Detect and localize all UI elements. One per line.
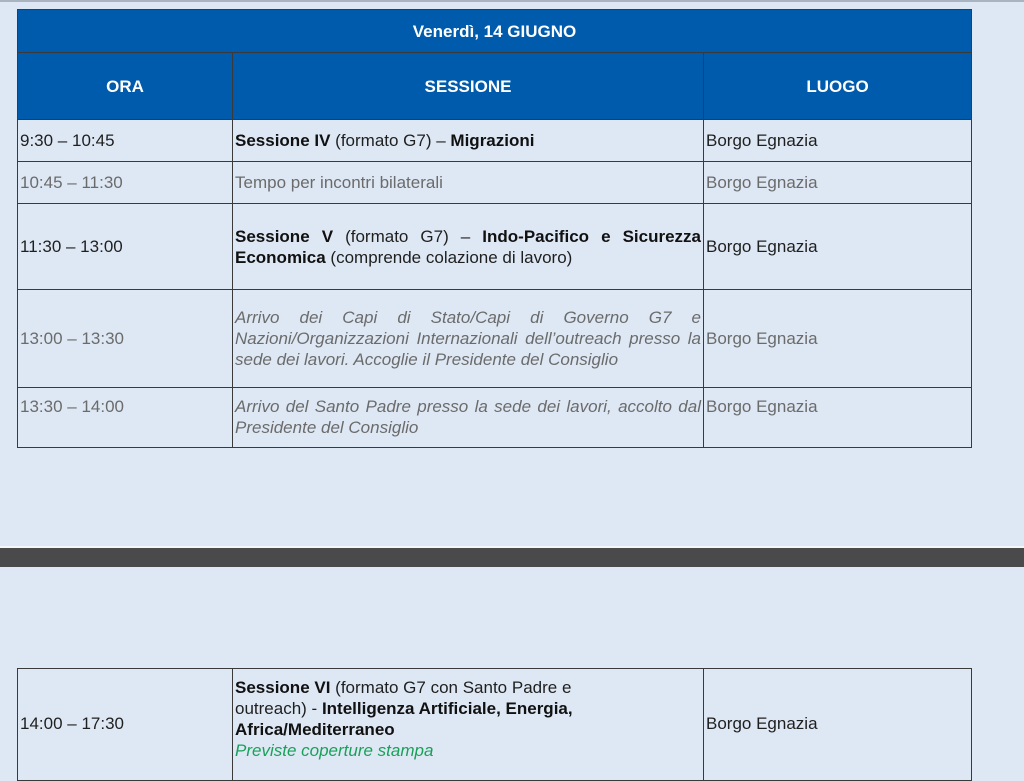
time-cell: 11:30 – 13:00 <box>18 204 233 290</box>
day-header-row <box>18 10 972 53</box>
table-row <box>18 669 972 781</box>
session-cell <box>233 388 704 448</box>
session-cell <box>233 204 704 290</box>
session-title: Sessione V <box>235 226 334 246</box>
session-cell <box>233 669 704 781</box>
session-title: Sessione IV <box>235 131 331 150</box>
session-text: (formato G7 con Santo Padre e outreach) - <box>235 678 572 718</box>
place-cell: Borgo Egnazia <box>704 388 972 448</box>
session-cell <box>233 290 704 388</box>
table-row <box>18 290 972 388</box>
schedule-table <box>17 9 972 448</box>
time-cell: 9:30 – 10:45 <box>18 120 233 162</box>
header-sessione: SESSIONE <box>233 53 704 120</box>
session-text: Arrivo del Santo Padre presso la sede dei lavori, accolto dal Presidente del Consiglio <box>235 397 701 437</box>
place-cell: Borgo Egnazia <box>704 204 972 290</box>
session-topic: Indo-Pacifico e Sicurezza Economica <box>235 226 701 267</box>
session-text: Arrivo dei Capi di Stato/Capi di Governo G7 e Nazioni/Organizzazioni Internazionali dell’outreach presso la sede dei lavori. Accoglie il Presidente del Consiglio <box>235 308 701 369</box>
place-cell: Borgo Egnazia <box>704 669 972 781</box>
session-topic: Intelligenza Artificiale, Energia, Africa/Mediterraneo <box>235 699 573 739</box>
table-row <box>18 388 972 448</box>
press-coverage-note: Previste coperture stampa <box>235 741 434 760</box>
time-cell: 13:30 – 14:00 <box>18 388 233 448</box>
session-text: Tempo per incontri bilaterali <box>235 173 443 192</box>
session-cell <box>233 162 704 204</box>
day-title: Venerdì, 14 GIUGNO <box>18 10 972 53</box>
header-ora: ORA <box>18 53 233 120</box>
header-luogo: LUOGO <box>704 53 972 120</box>
time-cell: 14:00 – 17:30 <box>18 669 233 781</box>
session-text: (formato G7) – <box>330 131 451 150</box>
table-row <box>18 162 972 204</box>
place-cell: Borgo Egnazia <box>704 162 972 204</box>
session-topic: Migrazioni <box>450 131 535 150</box>
session-title: Sessione VI <box>235 678 331 697</box>
place-cell: Borgo Egnazia <box>704 290 972 388</box>
document-page-2 <box>0 567 1024 763</box>
time-cell: 10:45 – 11:30 <box>18 162 233 204</box>
time-cell: 13:00 – 13:30 <box>18 290 233 388</box>
table-row <box>18 120 972 162</box>
column-header-row <box>18 53 972 120</box>
session-cell <box>233 120 704 162</box>
page-break <box>0 546 1024 567</box>
session-text: (formato G7) – <box>333 226 483 246</box>
schedule-table-continued <box>17 668 972 781</box>
table-row <box>18 204 972 290</box>
session-note: (comprende colazione di lavoro) <box>325 247 573 267</box>
place-cell: Borgo Egnazia <box>704 120 972 162</box>
